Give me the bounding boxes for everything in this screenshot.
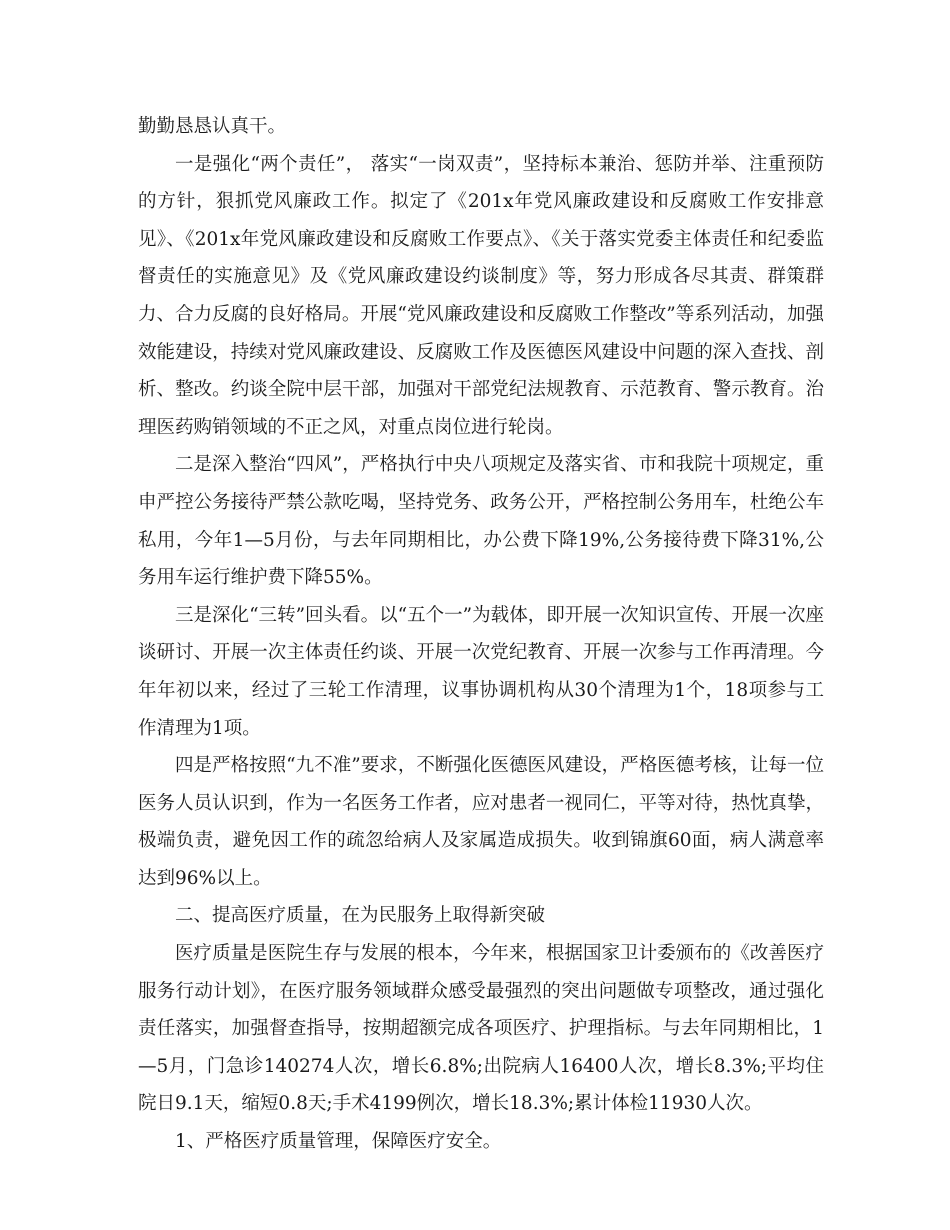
paragraph-nine-prohibitions: 四是严格按照“九不准”要求，不断强化医德医风建设，严格医德考核，让每一位医务人员认识到，作为一名医务工作者，应对患者一视同仁，平等对待，热忱真挚，极端负责，避免因工作的疏忽给病人及家属造成损失。收到锦旗60面，病人满意率达到96%以上。 bbox=[138, 755, 824, 889]
document-body bbox=[138, 108, 824, 1161]
paragraph-four-styles: 二是深入整治“四风”，严格执行中央八项规定及落实省、市和我院十项规定，重申严控公务接待严禁公款吃喝，坚持党务、政务公开，严格控制公务用车，杜绝公车私用，今年1—5月份，与去年同期相比，办公费下降19%,公务接待费下降31%,公务用车运行维护费下降55%。 bbox=[138, 454, 824, 589]
subheading-quality-management: 1、严格医疗质量管理，保障医疗安全。 bbox=[175, 1131, 502, 1153]
paragraph-three-transformations: 三是深化“三转”回头看。以“五个一”为载体，即开展一次知识宣传、开展一次座谈研讨、开展一次主体责任约谈、开展一次党纪教育、开展一次参与工作再清理。今年年初以来，经过了三轮工作清理，议事协调机构从30个清理为1个，18项参与工作清理为1项。 bbox=[138, 604, 824, 739]
paragraph-two-responsibilities: 一是强化“两个责任”， 落实“一岗双责”，坚持标本兼治、惩防并举、注重预防的方针，狠抓党风廉政工作。拟定了《201x年党风廉政建设和反腐败工作安排意见》、《201x年党风廉政建设和反腐败工作要点》、《关于落实党委主体责任和纪委监督责任的实施意见》及《党风廉政建设约谈制度》等，努力形成各尽其责、群策群力、合力反腐的良好格局。开展“党风廉政建设和反腐败工作整改”等系列活动，加强效能建设，持续对党风廉政建设、反腐败工作及医德医风建设中问题的深入查找、剖析、整改。约谈全院中层干部，加强对干部党纪法规教育、示范教育、警示教育。治理医药购销领域的不正之风，对重点岗位进行轮岗。 bbox=[138, 153, 824, 438]
paragraph-medical-quality: 医疗质量是医院生存与发展的根本，今年来，根据国家卫计委颁布的《改善医疗服务行动计划》，在医疗服务领域群众感受最强烈的突出问题做专项整改，通过强化责任落实，加强督查指导，按期超额完成各项医疗、护理指标。与去年同期相比，1—5月，门急诊140274人次，增长6.8%;出院病人16400人次，增长8.3%;平均住院日9.1天，缩短0.8天;手术4199例次，增长18.3%;累计体检11930人次。 bbox=[138, 943, 824, 1115]
section-heading-medical-quality: 二、提高医疗质量，在为民服务上取得新突破 bbox=[175, 905, 546, 927]
paragraph-continuation: 勤勤恳恳认真干。 bbox=[138, 116, 287, 137]
